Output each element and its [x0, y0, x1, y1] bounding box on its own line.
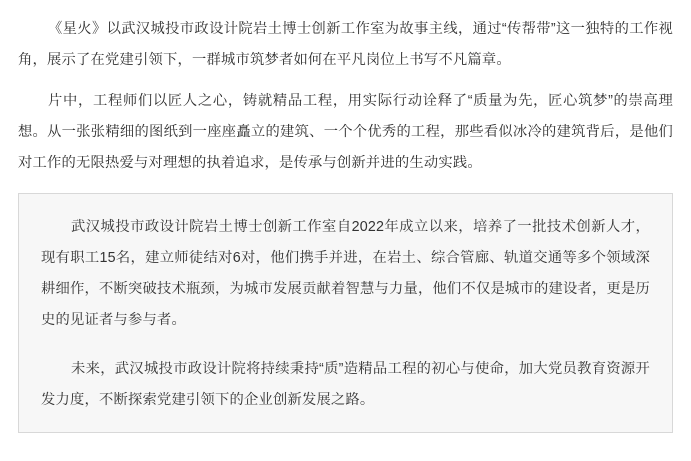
callout-paragraph-1: 武汉城投市政设计院岩土博士创新工作室自2022年成立以来，培养了一批技术创新人才，现有职工15名，建立师徒结对6对，他们携手并进，在岩土、综合管廊、轨道交通等多个领域深耕细作，不断突破技术瓶颈，为城市发展贡献着智慧与力量，他们不仅是城市的建设者，更是历史的见证者与参与者。: [41, 219, 650, 328]
intro-paragraph-1: 《星火》以武汉城投市政设计院岩土博士创新工作室为故事主线，通过“传帮带”这一独特的工作视角，展示了在党建引领下，一群城市筑梦者如何在平凡岗位上书写不凡篇章。: [18, 21, 673, 68]
intro-paragraph-2: 片中，工程师们以匠人之心，铸就精品工程，用实际行动诠释了“质量为先，匠心筑梦”的崇高理想。从一张张精细的图纸到一座座矗立的建筑、一个个优秀的工程，那些看似冰冷的建筑背后，是他们对工作的无限热爱与对理想的执着追求，是传承与创新并进的生动实践。: [18, 93, 673, 171]
callout-paragraph-2: 未来，武汉城投市政设计院将持续秉持“质”造精品工程的初心与使命，加大党员教育资源开发力度，不断探索党建引领下的企业创新发展之路。: [41, 361, 650, 408]
highlight-callout-box: [18, 193, 673, 433]
